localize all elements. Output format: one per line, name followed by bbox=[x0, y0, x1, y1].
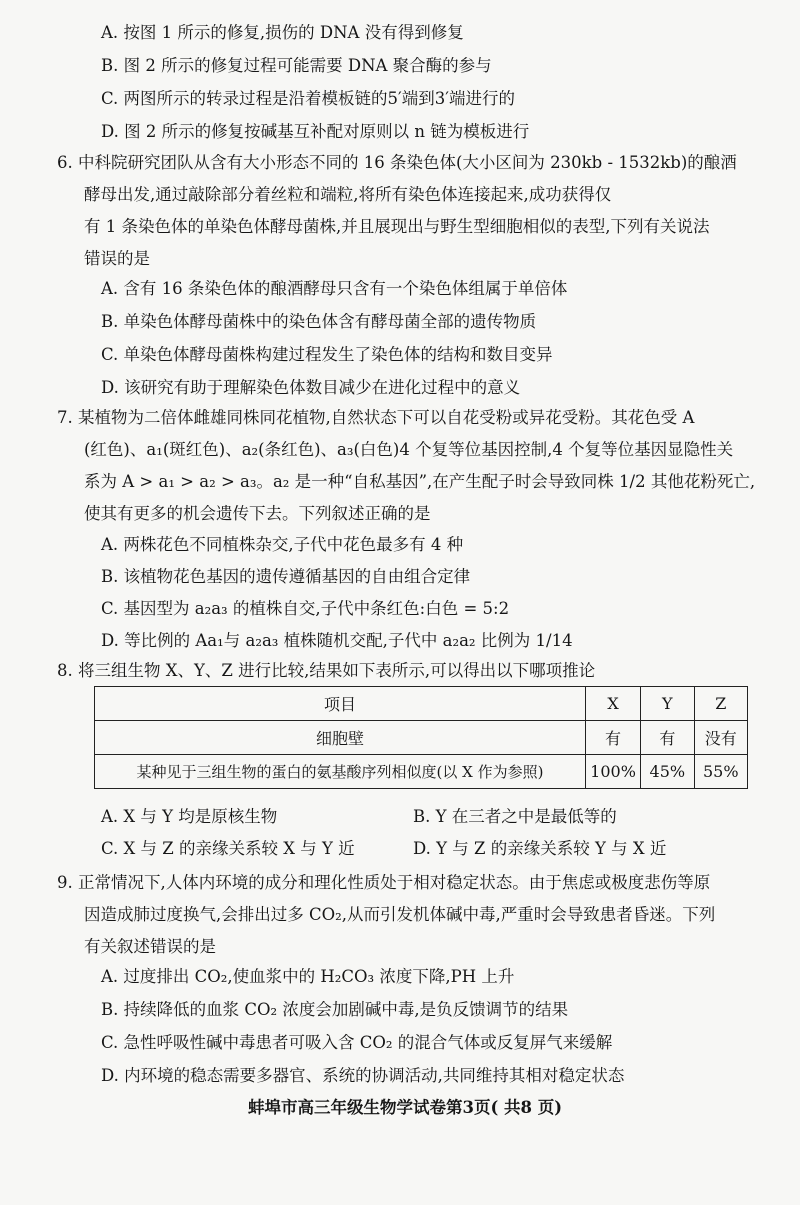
q9-stem-line-3: 有关叙述错误的是 bbox=[84, 937, 216, 956]
q7-option-c: C. 基因型为 a₂a₃ 的植株自交,子代中条红色:白色 = 5:2 bbox=[101, 599, 510, 618]
q8-option-b: B. Y 在三者之中是最低等的 bbox=[413, 807, 617, 826]
q7-stem-line-2: (红色)、a₁(斑红色)、a₂(条红色)、a₃(白色)4 个复等位基因控制,4 个复等位基因显隐性关 bbox=[84, 440, 734, 459]
table-cell: 55% bbox=[694, 755, 747, 789]
table-header-cell: Z bbox=[694, 687, 747, 721]
table-cell: 100% bbox=[585, 755, 640, 789]
table-row bbox=[95, 755, 748, 789]
table-cell: 45% bbox=[641, 755, 694, 789]
q8-stem: 8. 将三组生物 X、Y、Z 进行比较,结果如下表所示,可以得出以下哪项推论 bbox=[57, 661, 596, 680]
q6-stem-line-3: 有 1 条染色体的单染色体酵母菌株,并且展现出与野生型细胞相似的表型,下列有关说法 bbox=[84, 217, 710, 236]
q6-option-d: D. 该研究有助于理解染色体数目减少在进化过程中的意义 bbox=[101, 378, 521, 397]
q6-option-a: A. 含有 16 条染色体的酿酒酵母只含有一个染色体组属于单倍体 bbox=[101, 279, 568, 298]
q6-stem-line-1: 6. 中科院研究团队从含有大小形态不同的 16 条染色体(大小区间为 230kb - 1532kb)的酿酒 bbox=[57, 153, 737, 172]
q9-option-c: C. 急性呼吸性碱中毒患者可吸入含 CO₂ 的混合气体或反复屏气来缓解 bbox=[101, 1033, 613, 1052]
table-header-cell: X bbox=[585, 687, 640, 721]
q5-option-b: B. 图 2 所示的修复过程可能需要 DNA 聚合酶的参与 bbox=[101, 56, 492, 75]
q9-option-a: A. 过度排出 CO₂,使血浆中的 H₂CO₃ 浓度下降,PH 上升 bbox=[101, 967, 515, 986]
table-row bbox=[95, 721, 748, 755]
q9-option-d: D. 内环境的稳态需要多器官、系统的协调活动,共同维持其相对稳定状态 bbox=[101, 1066, 625, 1085]
q7-option-d: D. 等比例的 Aa₁与 a₂a₃ 植株随机交配,子代中 a₂a₂ 比例为 1/14 bbox=[101, 631, 573, 650]
q9-stem-line-2: 因造成肺过度换气,会排出过多 CO₂,从而引发机体碱中毒,严重时会导致患者昏迷。下列 bbox=[84, 905, 716, 924]
comparison-table bbox=[94, 686, 748, 789]
q8-option-c: C. X 与 Z 的亲缘关系较 X 与 Y 近 bbox=[101, 839, 355, 858]
q6-option-c: C. 单染色体酵母菌株构建过程发生了染色体的结构和数目变异 bbox=[101, 345, 553, 364]
q5-option-d: D. 图 2 所示的修复按碱基互补配对原则以 n 链为模板进行 bbox=[101, 122, 530, 141]
page-footer: 蚌埠市高三年级生物学试卷第3页( 共8 页) bbox=[248, 1098, 563, 1117]
table-cell: 没有 bbox=[694, 721, 747, 755]
table-cell: 有 bbox=[641, 721, 694, 755]
q9-stem-line-1: 9. 正常情况下,人体内环境的成分和理化性质处于相对稳定状态。由于焦虑或极度悲伤等原 bbox=[57, 873, 711, 892]
q9-option-b: B. 持续降低的血浆 CO₂ 浓度会加剧碱中毒,是负反馈调节的结果 bbox=[101, 1000, 569, 1019]
q6-stem-line-2: 酵母出发,通过敲除部分着丝粒和端粒,将所有染色体连接起来,成功获得仅 bbox=[84, 185, 612, 204]
q7-option-a: A. 两株花色不同植株杂交,子代中花色最多有 4 种 bbox=[101, 535, 464, 554]
q6-option-b: B. 单染色体酵母菌株中的染色体含有酵母菌全部的遗传物质 bbox=[101, 312, 537, 331]
table-cell: 有 bbox=[585, 721, 640, 755]
table-header-cell: 项目 bbox=[95, 687, 586, 721]
q8-option-d: D. Y 与 Z 的亲缘关系较 Y 与 X 近 bbox=[413, 839, 667, 858]
q5-option-c: C. 两图所示的转录过程是沿着模板链的5′端到3′端进行的 bbox=[101, 89, 516, 108]
table-header-cell: Y bbox=[641, 687, 694, 721]
q7-stem-line-4: 使其有更多的机会遗传下去。下列叙述正确的是 bbox=[84, 504, 431, 523]
table-cell: 某种见于三组生物的蛋白的氨基酸序列相似度(以 X 作为参照) bbox=[95, 755, 586, 789]
table-header-row bbox=[95, 687, 748, 721]
q8-option-a: A. X 与 Y 均是原核生物 bbox=[101, 807, 278, 826]
q7-stem-line-3: 系为 A > a₁ > a₂ > a₃。a₂ 是一种“自私基因”,在产生配子时会导致同株 1/2 其他花粉死亡, bbox=[84, 472, 756, 491]
q7-option-b: B. 该植物花色基因的遗传遵循基因的自由组合定律 bbox=[101, 567, 471, 586]
q5-option-a: A. 按图 1 所示的修复,损伤的 DNA 没有得到修复 bbox=[101, 23, 464, 42]
q6-stem-line-4: 错误的是 bbox=[84, 249, 150, 268]
q7-stem-line-1: 7. 某植物为二倍体雌雄同株同花植物,自然状态下可以自花受粉或异花受粉。其花色受 A bbox=[57, 408, 695, 427]
table-cell: 细胞壁 bbox=[95, 721, 586, 755]
